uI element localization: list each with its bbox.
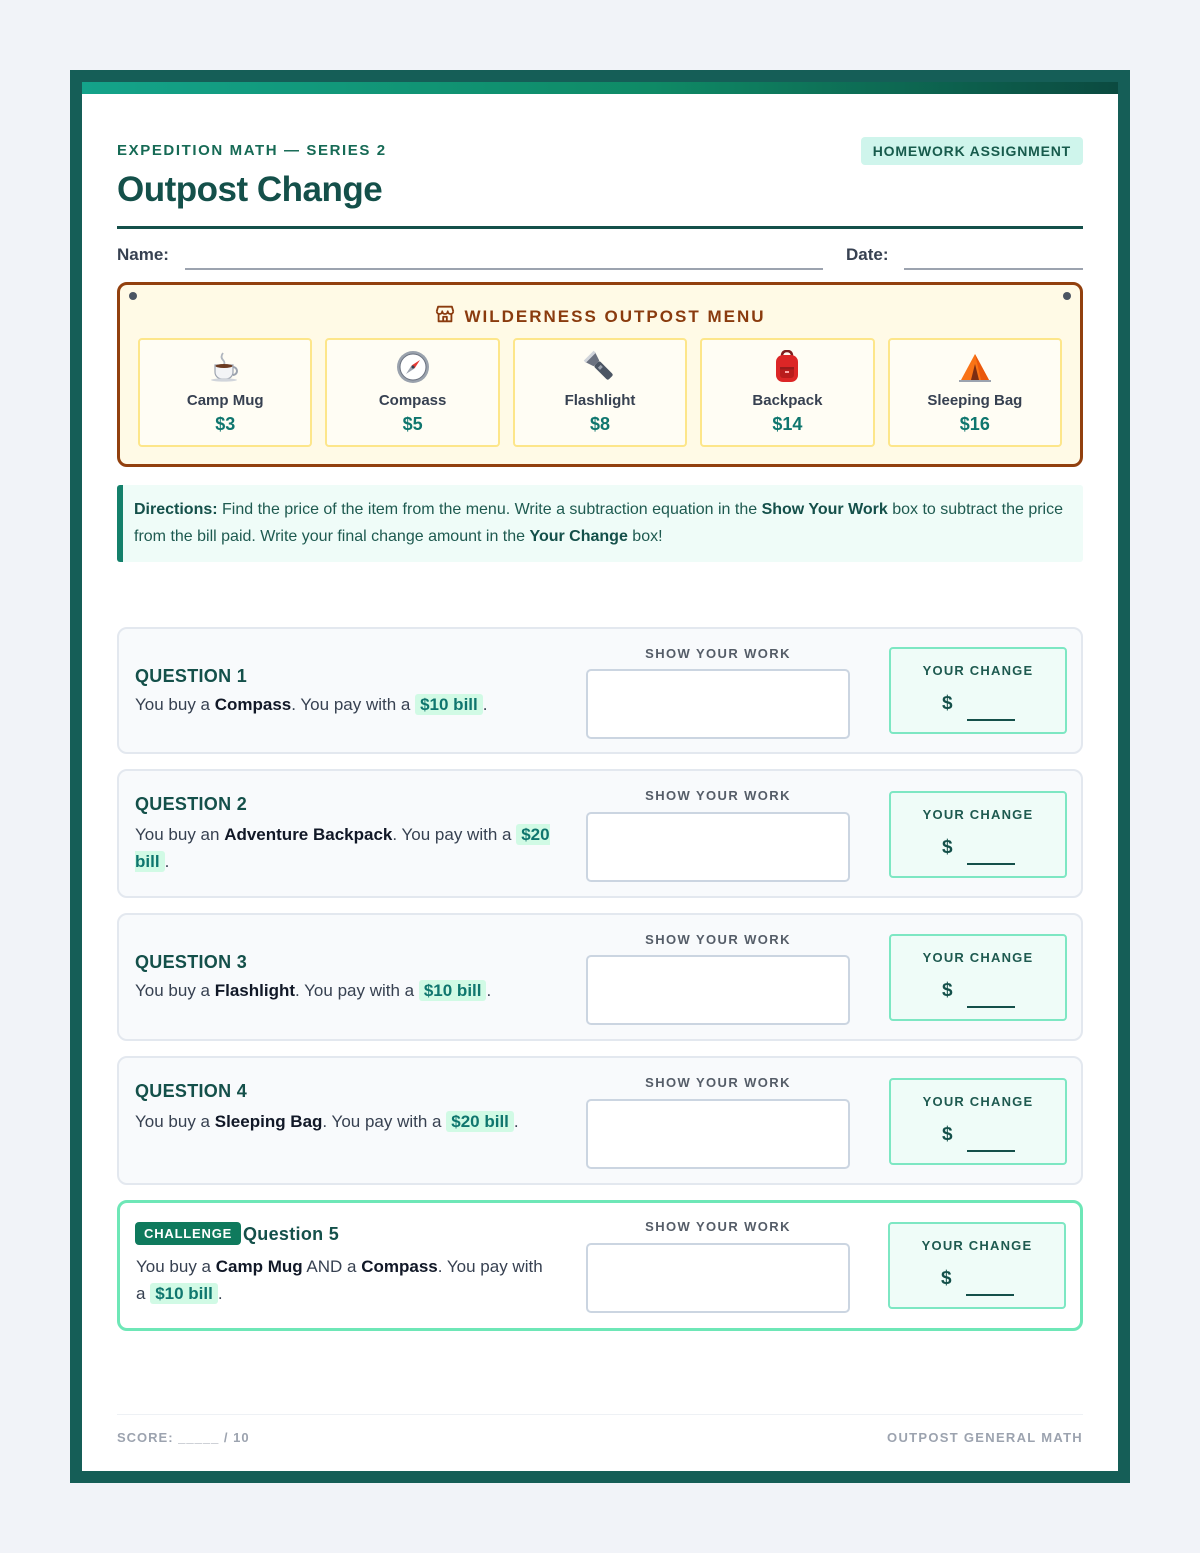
your-change-label: YOUR CHANGE [922, 807, 1034, 822]
item-name: Camp Mug [186, 392, 264, 409]
show-work-box[interactable] [586, 812, 850, 882]
bill-amount: $10 bill [419, 980, 487, 1001]
item-price: $8 [590, 414, 611, 434]
dollar-sign: $ [942, 693, 953, 714]
challenge-badge: CHALLENGE [135, 1222, 241, 1245]
text-segment: . [164, 852, 170, 871]
page-frame [70, 70, 1130, 1483]
name-label: Name: [117, 245, 169, 264]
footer-divider [117, 1414, 1083, 1415]
bill-amount: $10 bill [150, 1283, 218, 1304]
menu-item-compass [325, 338, 499, 447]
dollar-sign: $ [942, 980, 953, 1001]
question-3 [117, 913, 1083, 1041]
item-price: $3 [215, 414, 236, 434]
change-answer-line [967, 1150, 1015, 1152]
text-segment: You buy a [135, 1112, 215, 1131]
item-name: Compass [361, 1257, 438, 1276]
dollar-sign: $ [942, 837, 953, 858]
footer-brand: OUTPOST GENERAL MATH [887, 1430, 1083, 1445]
question-1 [117, 627, 1083, 754]
item-price: $5 [402, 414, 423, 434]
directions-emphasis: Show Your Work [761, 501, 888, 518]
your-change-box[interactable] [889, 934, 1067, 1021]
change-answer-line [967, 863, 1015, 865]
question-2 [117, 769, 1083, 898]
text-segment: . [513, 1112, 519, 1131]
change-answer-line [967, 1006, 1015, 1008]
question-title: QUESTION 4 [135, 1081, 248, 1101]
text-segment: You buy a [135, 981, 215, 1000]
tent-icon [890, 350, 1060, 384]
dollar-sign: $ [941, 1268, 952, 1289]
dollar-sign: $ [942, 1124, 953, 1145]
your-change-label: YOUR CHANGE [922, 663, 1034, 678]
score-field: SCORE: _____ / 10 [117, 1430, 250, 1445]
item-name: Compass [214, 695, 292, 714]
mug-icon [140, 350, 310, 384]
directions-box [117, 485, 1083, 562]
item-price: $14 [772, 414, 803, 434]
item-name: Compass [378, 392, 447, 409]
change-answer-line [967, 719, 1015, 721]
item-name: Sleeping Bag [214, 1112, 323, 1131]
directions-lead: Directions: [134, 501, 218, 518]
your-change-box[interactable] [889, 647, 1067, 734]
item-name: Sleeping Bag [927, 392, 1023, 409]
your-change-box[interactable] [888, 1222, 1066, 1309]
bill-amount: $20 bill [446, 1111, 514, 1132]
show-work-label: SHOW YOUR WORK [645, 788, 791, 803]
show-work-box[interactable] [586, 1099, 850, 1169]
item-name: Adventure Backpack [224, 825, 393, 844]
date-field[interactable] [904, 268, 1083, 270]
question-text [135, 691, 555, 718]
item-name: Flashlight [214, 981, 296, 1000]
text-segment: . [217, 1284, 223, 1303]
top-accent-bar [82, 82, 1118, 94]
text-segment: . You pay with a [392, 825, 517, 844]
show-work-box[interactable] [586, 955, 850, 1025]
your-change-box[interactable] [889, 791, 1067, 878]
text-segment: . [486, 981, 492, 1000]
item-name: Camp Mug [215, 1257, 303, 1276]
title-divider [117, 226, 1083, 229]
your-change-label: YOUR CHANGE [921, 1238, 1033, 1253]
menu-item-flashlight [513, 338, 687, 447]
outpost-menu [117, 282, 1083, 467]
menu-item-camp-mug [138, 338, 312, 447]
worksheet [82, 82, 1118, 1471]
show-work-box[interactable] [586, 669, 850, 739]
change-answer-line [966, 1294, 1014, 1296]
text-segment: AND a [302, 1257, 362, 1276]
item-name: Flashlight [564, 392, 636, 409]
show-work-label: SHOW YOUR WORK [645, 1075, 791, 1090]
text-segment: . You pay with a [295, 981, 419, 1000]
menu-item-sleeping-bag [888, 338, 1062, 447]
question-4 [117, 1056, 1083, 1185]
item-name: Backpack [752, 392, 823, 409]
compass-icon [327, 350, 497, 384]
name-field[interactable] [185, 268, 823, 270]
question-5-challenge [117, 1200, 1083, 1331]
directions-text: Find the price of the item from the menu. Write a subtraction equation in the [217, 501, 762, 518]
rivet-right [1063, 292, 1071, 300]
menu-item-backpack [700, 338, 874, 447]
text-segment: You buy a [136, 1257, 216, 1276]
show-work-label: SHOW YOUR WORK [645, 646, 791, 661]
your-change-label: YOUR CHANGE [922, 950, 1034, 965]
directions-text: box to subtract the price from the bill paid. Write your final change amount in the [134, 501, 1063, 545]
homework-badge: HOMEWORK ASSIGNMENT [861, 137, 1083, 165]
rivet-left [129, 292, 137, 300]
your-change-label: YOUR CHANGE [922, 1094, 1034, 1109]
date-label: Date: [846, 245, 889, 264]
bill-amount: $10 bill [415, 694, 483, 715]
question-title: QUESTION 2 [135, 794, 248, 814]
page-title: Outpost Change [117, 170, 383, 209]
text-segment: . You pay with a [136, 1257, 543, 1303]
text-segment: . You pay with a [291, 695, 416, 714]
item-price: $16 [959, 414, 990, 434]
bill-amount: $20 bill [135, 825, 550, 871]
menu-title: WILDERNESS OUTPOST MENU [464, 306, 766, 326]
question-title: Question 5 [243, 1224, 340, 1244]
text-segment: . [482, 695, 488, 714]
text-segment: You buy an [135, 825, 225, 844]
show-work-box[interactable] [586, 1243, 850, 1313]
question-text [135, 821, 555, 875]
directions-text: box! [627, 528, 663, 545]
text-segment: . You pay with a [322, 1112, 447, 1131]
series-label: EXPEDITION MATH — SERIES 2 [117, 142, 387, 159]
show-work-label: SHOW YOUR WORK [645, 1219, 791, 1234]
menu-header [120, 303, 1080, 330]
question-text [135, 1108, 535, 1135]
store-icon [434, 303, 456, 330]
show-work-label: SHOW YOUR WORK [645, 932, 791, 947]
question-text [136, 1253, 546, 1307]
question-title: QUESTION 3 [135, 952, 248, 972]
directions-emphasis: Your Change [529, 528, 628, 545]
question-title: QUESTION 1 [135, 666, 248, 686]
question-text [135, 977, 555, 1004]
flashlight-icon [515, 350, 685, 384]
text-segment: You buy a [135, 695, 215, 714]
backpack-icon [702, 350, 872, 384]
your-change-box[interactable] [889, 1078, 1067, 1165]
menu-items [138, 338, 1062, 447]
